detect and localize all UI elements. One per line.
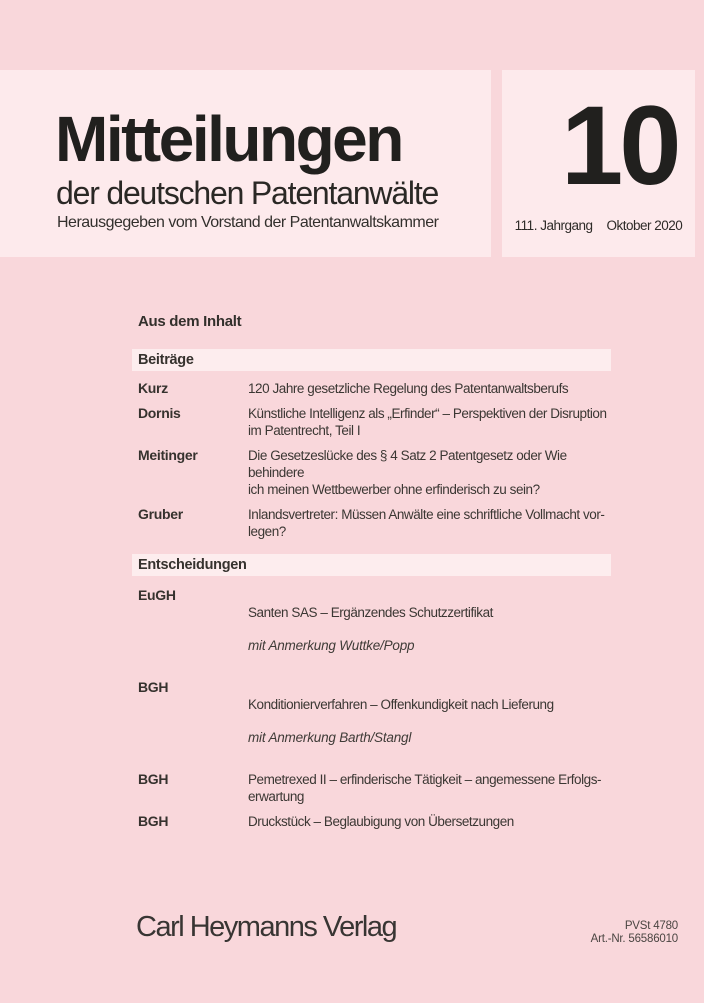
toc-entry — [133, 679, 611, 763]
toc-entry — [133, 506, 611, 540]
toc-entry-title: Die Gesetzeslücke des § 4 Satz 2 Patentgesetz oder Wie behindere ich meinen Wettbewerber ohne erfinderisch zu sein? — [248, 448, 567, 497]
toc-entry-court: BGH — [138, 771, 169, 787]
toc-entry — [133, 405, 611, 439]
toc-entry — [133, 771, 611, 805]
toc-entry-court: EuGH — [138, 587, 176, 603]
toc-entry-title: 120 Jahre gesetzliche Regelung des Patentanwaltsberufs — [248, 381, 569, 396]
toc-entry — [133, 380, 611, 397]
toc-entry-title — [248, 587, 611, 671]
journal-subtitle: der deutschen Patentanwälte — [56, 175, 439, 211]
toc-entry-author: Dornis — [138, 405, 181, 421]
publisher-name: Carl Heymanns Verlag — [136, 911, 397, 943]
section-title: Entscheidungen — [138, 557, 247, 573]
journal-title: Mitteilungen — [55, 103, 402, 175]
toc-entry-note: mit Anmerkung Wuttke/Popp — [248, 638, 415, 653]
toc-entry — [133, 447, 611, 498]
toc-entry-title: Künstliche Intelligenz als „Erfinder“ – Perspektiven der Disruption im Patentrecht, Teil I — [248, 406, 607, 438]
toc-entry — [133, 587, 611, 671]
volume-label: 111. Jahrgang — [514, 218, 593, 233]
section-bar-entscheidungen — [132, 554, 611, 576]
issue-panel — [502, 70, 695, 257]
article-number: Art.-Nr. 56586010 — [590, 933, 678, 945]
toc-entry-case: Konditionierverfahren – Offenkundigkeit nach Lieferung — [248, 697, 554, 712]
toc-entry-title — [248, 679, 611, 763]
footer-meta — [591, 920, 678, 946]
section-title: Beiträge — [138, 352, 194, 368]
month-label: Oktober 2020 — [606, 218, 683, 233]
toc-entry-title: Inlandsvertreter: Müssen Anwälte eine schriftliche Vollmacht vor- legen? — [248, 507, 605, 539]
section-bar-beitraege — [132, 349, 611, 371]
toc-entry-author: Gruber — [138, 506, 183, 522]
toc-heading: Aus dem Inhalt — [138, 313, 242, 330]
publisher-line: Herausgegeben vom Vorstand der Patentanwaltskammer — [57, 214, 439, 231]
toc-entry — [133, 813, 611, 830]
toc-section-entscheidungen — [133, 587, 611, 838]
toc-section-beitraege — [133, 380, 611, 548]
toc-entry-case: Santen SAS – Ergänzendes Schutzzertifikat — [248, 605, 493, 620]
toc-entry-title: Druckstück – Beglaubigung von Übersetzungen — [248, 814, 514, 829]
toc-entry-note: mit Anmerkung Barth/Stangl — [248, 730, 412, 745]
issue-meta — [502, 219, 695, 233]
issue-number: 10 — [561, 83, 678, 208]
toc-entry-author: Meitinger — [138, 447, 198, 463]
toc-entry-author: Kurz — [138, 380, 168, 396]
masthead-panel — [0, 70, 491, 257]
pvst-number: PVSt 4780 — [624, 920, 678, 932]
toc-entry-court: BGH — [138, 813, 169, 829]
toc-entry-court: BGH — [138, 679, 169, 695]
toc-entry-title: Pemetrexed II – erfinderische Tätigkeit – angemessene Erfolgs- erwartung — [248, 772, 602, 804]
